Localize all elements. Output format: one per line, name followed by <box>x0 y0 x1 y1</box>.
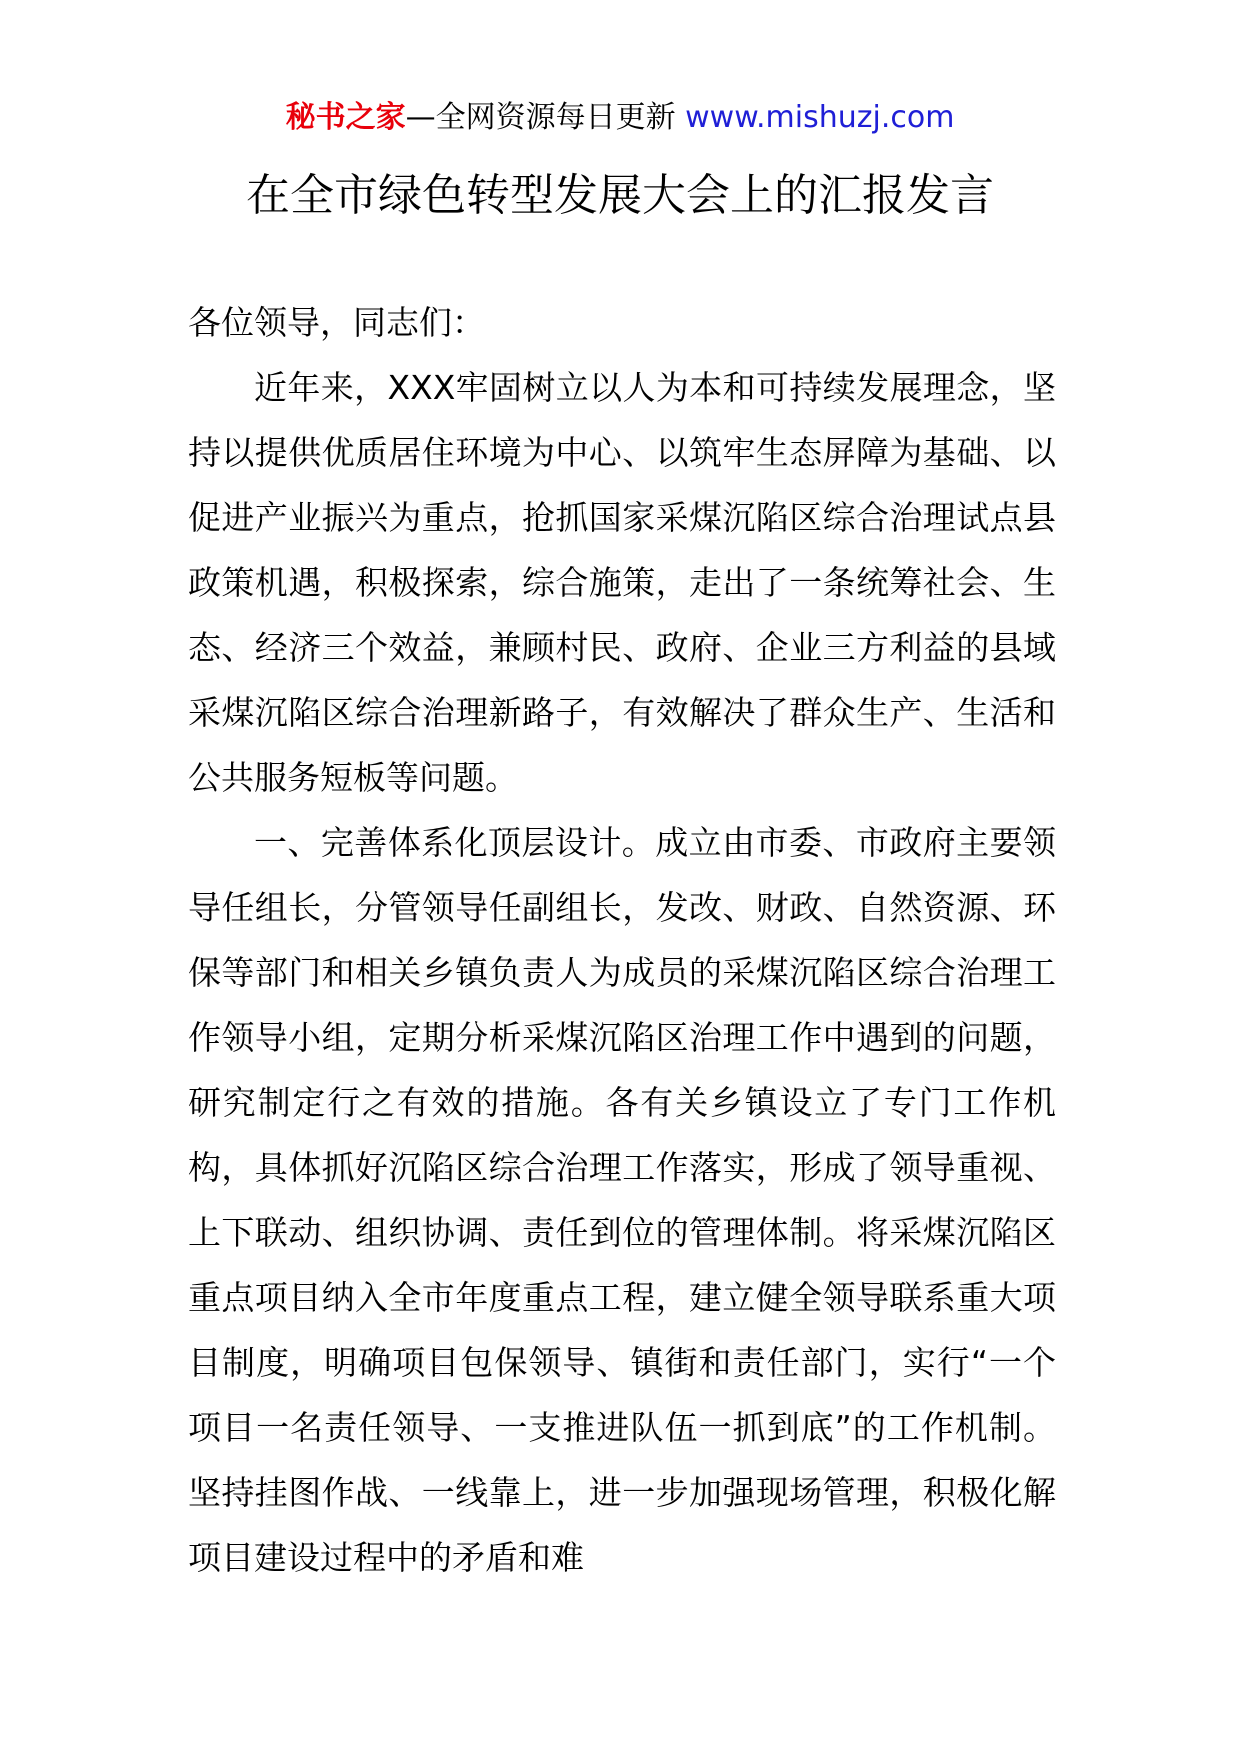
document-title: 在全市绿色转型发展大会上的汇报发言 <box>246 170 994 221</box>
site-brand: 秘书之家 <box>285 100 406 135</box>
site-header <box>0 98 1240 138</box>
paragraph-section-one: 一、完善体系化顶层设计。成立由市委、市政府主要领导任组长，分管领导任副组长，发改、财政、自然资源、环保等部门和相关乡镇负责人为成员的采煤沉陷区综合治理工作领导小组，定期分析采煤沉陷区治理工作中遇到的问题，研究制定行之有效的措施。各有关乡镇设立了专门工作机构，具体抓好沉陷区综合治理工作落实，形成了领导重视、上下联动、组织协调、责任到位的管理体制。将采煤沉陷区重点项目纳入全市年度重点工程，建立健全领导联系重大项目制度，明确项目包保领导、镇街和责任部门，实行“一个项目一名责任领导、一支推进队伍一抓到底”的工作机制。坚持挂图作战、一线靠上，进一步加强现场管理，积极化解项目建设过程中的矛盾和难 <box>188 823 1056 1577</box>
site-tagline: —全网资源每日更新 <box>405 100 676 135</box>
site-url-link[interactable]: www.mishuzj.com <box>685 100 955 135</box>
paragraph-intro: 近年来，XXX牢固树立以人为本和可持续发展理念，坚持以提供优质居住环境为中心、以筑牢生态屏障为基础、以促进产业振兴为重点，抢抓国家采煤沉陷区综合治理试点县政策机遇，积极探索，综合施策，走出了一条统筹社会、生态、经济三个效益，兼顾村民、政府、企业三方利益的县域采煤沉陷区综合治理新路子，有效解决了群众生产、生活和公共服务短板等问题。 <box>188 368 1056 797</box>
document-body <box>188 290 1056 1590</box>
salutation: 各位领导，同志们： <box>188 303 485 342</box>
